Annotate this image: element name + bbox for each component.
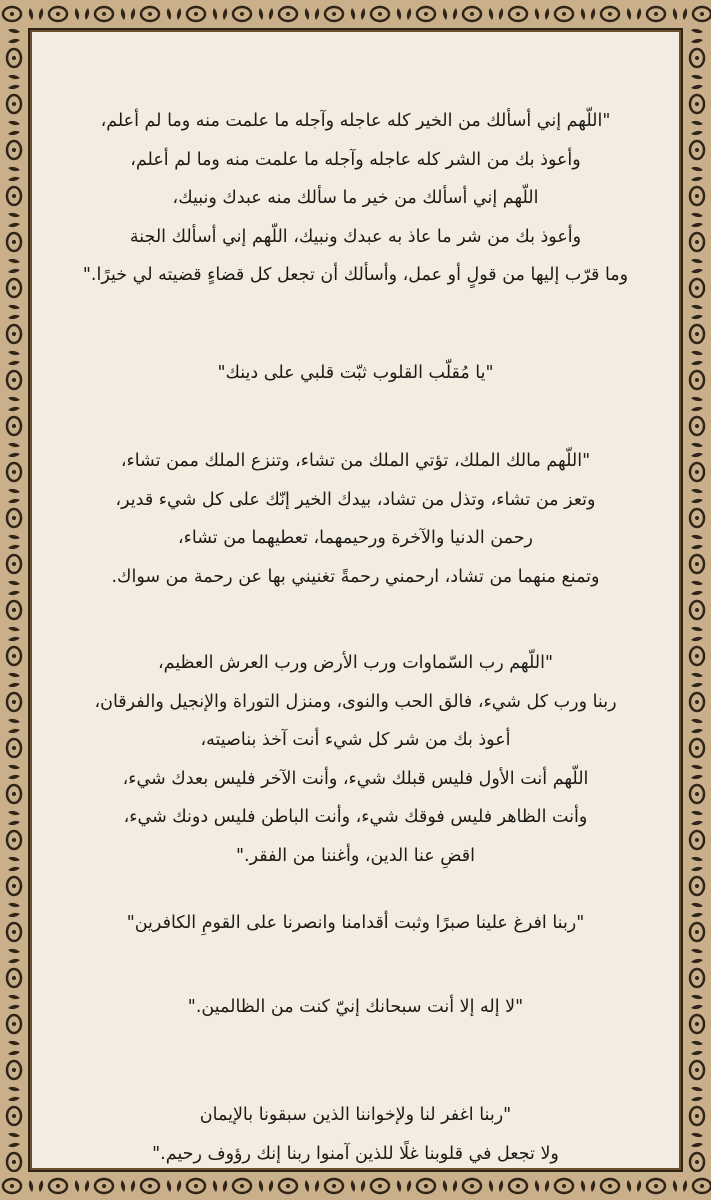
text-line: "اللّهم إني أسألك من الخير كله عاجله وآجله ما علمت منه وما لم أعلم، (100, 111, 611, 131)
supplication-block (62, 1096, 649, 1173)
text-line: "ربنا افرغ علينا صبرًا وثبت أقدامنا وانصرنا على القومِ الكافرين" (126, 913, 585, 933)
text-panel (30, 30, 681, 1170)
supplication-block (62, 988, 649, 1027)
text-line: اقضِ عنا الدين، وأغننا من الفقر." (236, 845, 475, 866)
text-line: رحمن الدنيا والآخرة ورحيمهما، تعطيهما من تشاء، (177, 528, 534, 548)
text-line: وتمنع منهما من تشاد، ارحمني رحمةً تغنيني بها عن رحمة من سواك. (111, 566, 600, 587)
text-line: وأعوذ بك من شر ما عاذ به عبدك ونبيك، اللّهم إني أسألك الجنة (129, 226, 582, 247)
text-line: ربنا ورب كل شيء، فالق الحب والنوى، ومنزل التوراة والإنجيل والفرقان، (94, 691, 617, 712)
text-line: اللّهم أنت الأول فليس قبلك شيء، وأنت الآخر فليس بعدك شيء، (122, 768, 589, 789)
text-line: وأنت الظاهر فليس فوقك شيء، وأنت الباطن فليس دونك شيء، (123, 807, 588, 827)
text-line: "اللّهم رب السّماوات ورب الأرض ورب العرش العظيم، (157, 653, 554, 673)
border-ornament-pattern (0, 0, 28, 1200)
text-line: وأعوذ بك من الشر كله عاجله وآجله ما علمت منه وما لم أعلم، (130, 149, 581, 170)
supplication-block (62, 442, 649, 596)
text-line: أعوذ بك من شر كل شيء أنت آخذ بناصيته، (200, 730, 511, 750)
text-line: "ربنا اغفر لنا ولإخواننا الذين سبقونا بالإيمان (199, 1105, 512, 1125)
ornamental-border-right (683, 0, 711, 1200)
text-line: وما قرّب إليها من قولٍ أو عمل، وأسألك أن تجعل كل قضاءٍ قضيته لي خيرًا." (82, 265, 629, 285)
text-line: "لا إله إلا أنت سبحانك إنيّ كنت من الظالمين." (187, 997, 524, 1017)
supplication-block (62, 102, 649, 295)
ornamental-border-left (0, 0, 28, 1200)
supplication-block (62, 644, 649, 875)
supplication-block (62, 904, 649, 943)
supplications-text (62, 62, 649, 1164)
border-ornament-pattern (0, 1172, 711, 1200)
text-line: وتعز من تشاء، وتذل من تشاد، بيدك الخير إنّك على كل شيء قدير، (115, 489, 596, 510)
text-line: اللّهم إني أسألك من خير ما سألك منه عبدك ونبيك، (172, 188, 539, 208)
text-line: "يا مُقلّب القلوب ثبّت قلبي على دينك" (217, 363, 494, 383)
supplication-block (62, 354, 649, 393)
ornamental-border-bottom (0, 1172, 711, 1200)
border-ornament-pattern (683, 0, 711, 1200)
border-ornament-pattern (0, 0, 711, 28)
ornamental-border-top (0, 0, 711, 28)
text-line: "اللّهم مالك الملك، تؤتي الملك من تشاء، وتنزع الملك ممن تشاء، (120, 451, 591, 471)
text-line: ولا تجعل في قلوبنا غلًا للذين آمنوا ربنا إنك رؤوف رحيم." (152, 1143, 559, 1164)
